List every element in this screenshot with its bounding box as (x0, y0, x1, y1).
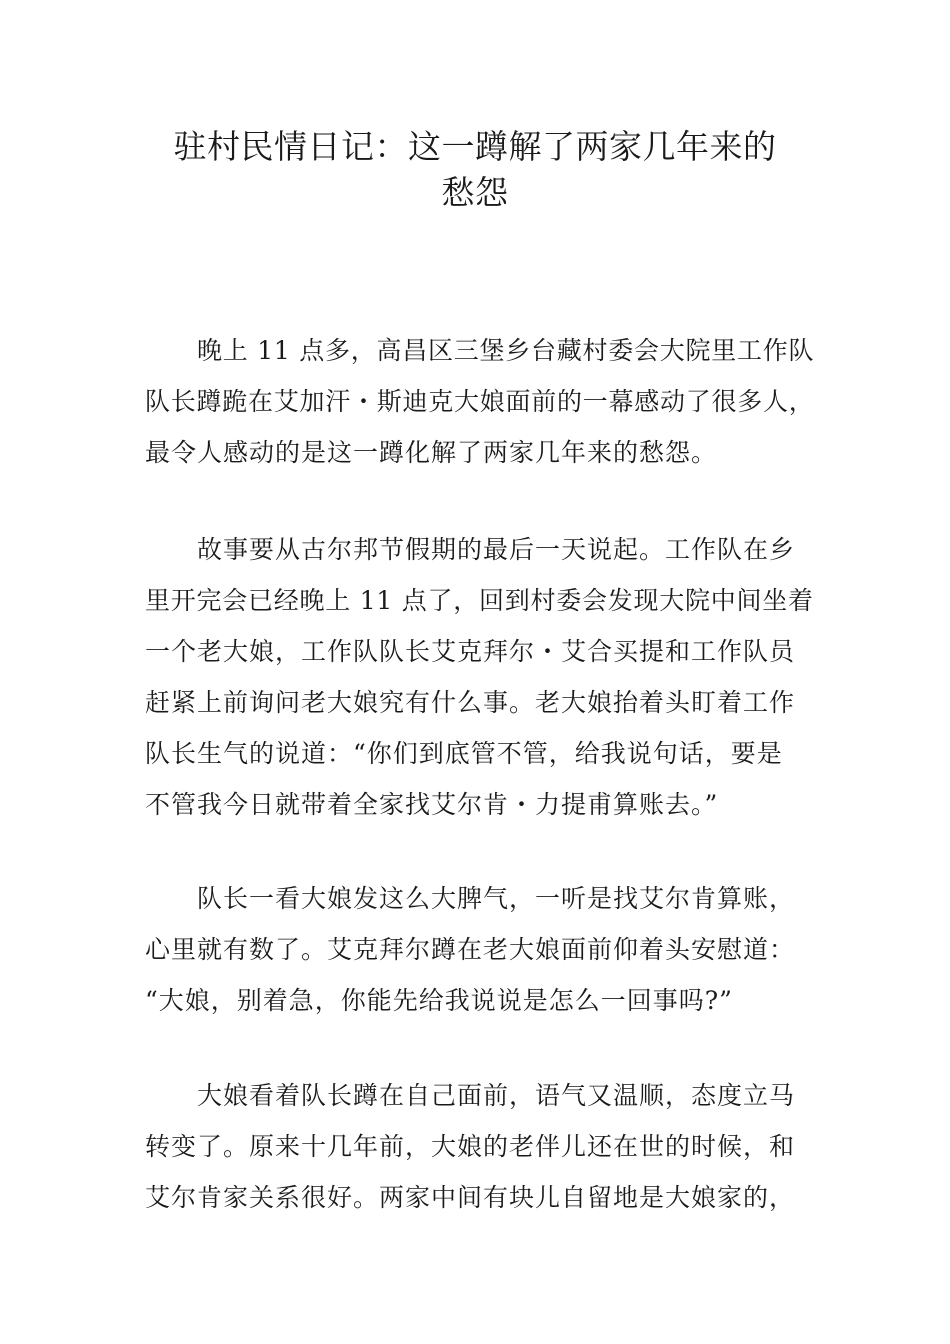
paragraph-line: 故事要从古尔邦节假期的最后一天说起。工作队在乡 (197, 535, 796, 564)
paragraph-line: 队长一看大娘发这么大脾气，一听是找艾尔肯算账， (197, 884, 796, 913)
paragraph-line: 晚上 11 点多，高昌区三堡乡台藏村委会大院里工作队 (197, 336, 815, 365)
title-line-2: 愁怨 (441, 173, 509, 212)
paragraph-line: 队长生气的说道：“你们到底管不管，给我说句话，要是 (145, 739, 783, 768)
paragraph-line: 赶紧上前询问老大娘究有什么事。老大娘抬着头盯着工作 (145, 688, 796, 717)
paragraph-1 (145, 325, 815, 478)
paragraph-line: 一个老大娘，工作队队长艾克拜尔・艾合买提和工作队员 (145, 637, 796, 666)
title-line-1: 驻村民情日记：这一蹲解了两家几年来的 (173, 127, 777, 166)
paragraph-line: 心里就有数了。艾克拜尔蹲在老大娘面前仰着头安慰道： (145, 935, 796, 964)
paragraph-line: 转变了。原来十几年前，大娘的老伴儿还在世的时候，和 (145, 1132, 796, 1161)
paragraph-line: 不管我今日就带着全家找艾尔肯・力提甫算账去。” (145, 790, 719, 819)
document-title (140, 124, 810, 216)
paragraph-line: 队长蹲跪在艾加汗・斯迪克大娘面前的一幕感动了很多人， (145, 387, 815, 416)
paragraph-line: 里开完会已经晚上 11 点了，回到村委会发现大院中间坐着 (145, 586, 814, 615)
paragraph-line: 艾尔肯家关系很好。两家中间有块儿自留地是大娘家的， (145, 1183, 796, 1212)
paragraph-line: “大娘，别着急，你能先给我说说是怎么一回事吗?” (145, 986, 733, 1015)
paragraph-4 (145, 1070, 815, 1223)
paragraph-2 (145, 524, 815, 830)
paragraph-3 (145, 873, 815, 1026)
paragraph-line: 最令人感动的是这一蹲化解了两家几年来的愁怨。 (145, 438, 718, 467)
paragraph-line: 大娘看着队长蹲在自己面前，语气又温顺，态度立马 (197, 1081, 796, 1110)
